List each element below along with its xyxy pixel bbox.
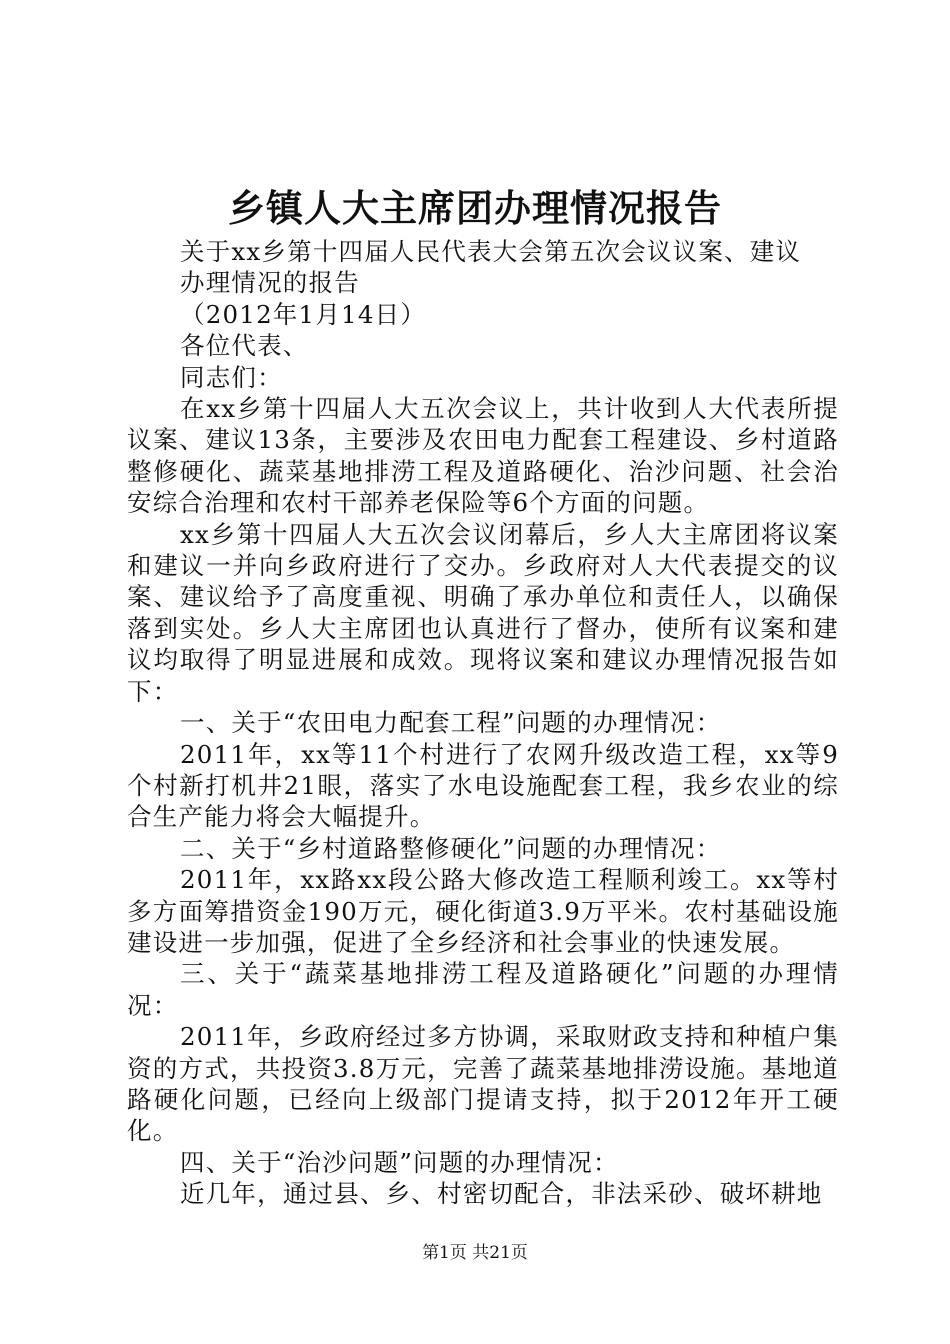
section-heading-4: 四、关于“治沙问题”问题的办理情况： — [180, 1147, 619, 1177]
salutation-comrades: 同志们： — [180, 362, 283, 392]
document-body — [127, 236, 839, 1210]
subtitle-line-2: 办理情况的报告 — [180, 268, 360, 298]
subtitle-line-1: 关于xx乡第十四届人民代表大会第五次会议议案、建议 — [180, 237, 802, 266]
document-title: 乡镇人大主席团办理情况报告 — [228, 186, 722, 230]
paragraph-section-4: 近几年，通过县、乡、村密切配合，非法采砂、破坏耕地 — [180, 1179, 823, 1209]
report-date: （2012年1月14日） — [180, 299, 427, 329]
page-number: 第1页 共21页 — [422, 1243, 528, 1263]
paragraph-section-3: 2011年，乡政府经过多方协调，采取财政支持和种植户集资的方式，共投资3.8万元，完善了蔬菜基地排涝设施。基地道路硬化问题，已经向上级部门提请支持，拟于2012年开工硬化。 — [127, 1022, 839, 1146]
section-heading-1: 一、关于“农田电力配套工程”问题的办理情况： — [180, 708, 722, 738]
salutation-representatives: 各位代表、 — [180, 331, 309, 361]
paragraph-section-2: 2011年，xx路xx段公路大修改造工程顺利竣工。xx等村多方面筹措资金190万元，硬化街道3.9万平米。农村基础设施建设进一步加强，促进了全乡经济和社会事业的快速发展。 — [127, 865, 839, 957]
paragraph-intro: 在xx乡第十四届人大五次会议上，共计收到人大代表所提议案、建议13条，主要涉及农田电力配套工程建设、乡村道路整修硬化、蔬菜基地排涝工程及道路硬化、治沙问题、社会治安综合治理和农村干部养老保险等6个方面的问题。 — [127, 394, 839, 518]
paragraph-handover: xx乡第十四届人大五次会议闭幕后，乡人大主席团将议案和建议一并向乡政府进行了交办。乡政府对人大代表提交的议案、建议给予了高度重视、明确了承办单位和责任人，以确保落到实处。乡人大主席团也认真进行了督办，使所有议案和建议均取得了明显进展和成效。现将议案和建议办理情况报告如下： — [127, 519, 839, 706]
section-heading-2: 二、关于“乡村道路整修硬化”问题的办理情况： — [180, 833, 722, 863]
section-heading-3: 三、关于“蔬菜基地排涝工程及道路硬化”问题的办理情况： — [127, 959, 839, 1020]
paragraph-section-1: 2011年，xx等11个村进行了农网升级改造工程，xx等9个村新打机井21眼，落实了水电设施配套工程，我乡农业的综合生产能力将会大幅提升。 — [127, 739, 839, 832]
